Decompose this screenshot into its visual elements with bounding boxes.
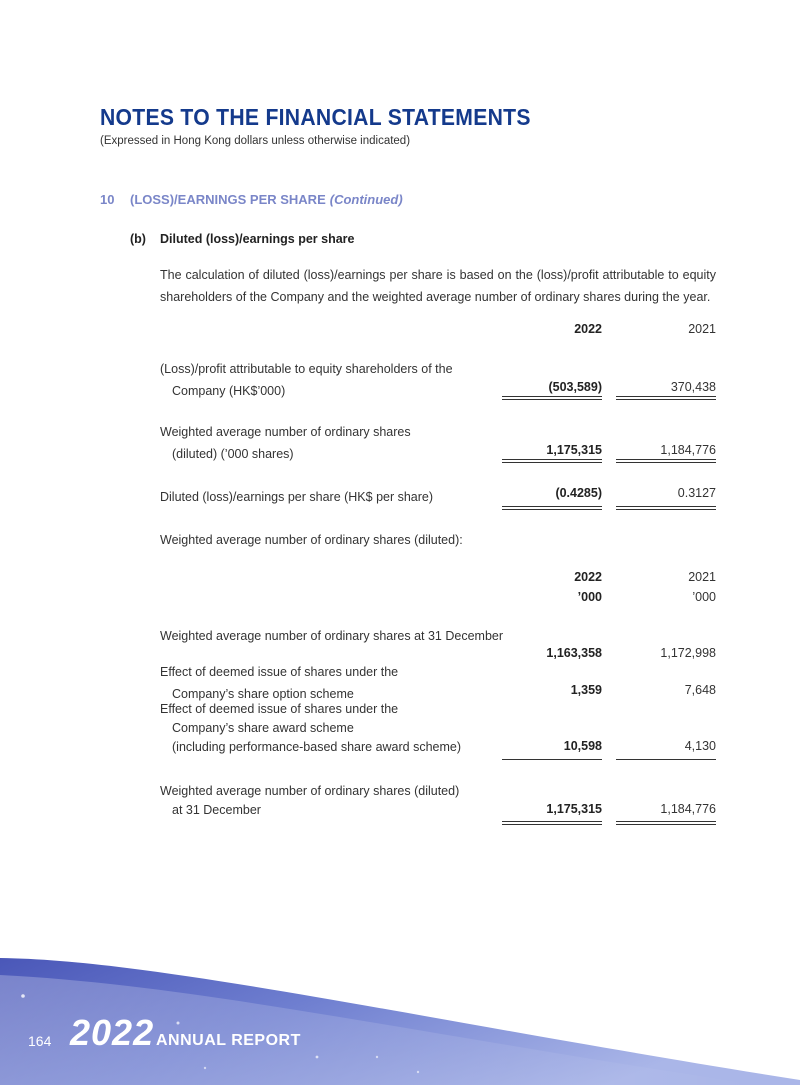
table1-row3-double-rule: [502, 509, 602, 510]
footer-report-title: ANNUAL REPORT: [156, 1032, 301, 1049]
table1-row3-value-2021: 0.3127: [677, 486, 716, 500]
table2-header-2022: 2022: [574, 570, 602, 584]
table1-row2-label-line2: (diluted) (’000 shares): [172, 447, 294, 461]
table1-row3-label: Diluted (loss)/earnings per share (HK$ per share): [160, 490, 434, 504]
table1-row3-double-rule: [502, 506, 602, 507]
table1-row2-double-rule: [502, 459, 602, 460]
table2-row2-value-2022: 1,359: [570, 683, 602, 697]
table2-row4-label-line1: Weighted average number of ordinary shares (diluted): [160, 784, 460, 798]
table2-row2-value-2021: 7,648: [684, 683, 716, 697]
section-continued: (Continued): [329, 192, 403, 207]
table1-row3-double-rule: [616, 506, 716, 507]
table1-row3-double-rule: [616, 509, 716, 510]
table1-row2-double-rule: [502, 462, 602, 463]
subsection-paragraph: The calculation of diluted (loss)/earnings per share is based on the (loss)/profit attributable to equity shareholders of the Company and the weighted average number of ordinary shares during the year.: [160, 268, 716, 304]
table1-row2-double-rule: [616, 459, 716, 460]
table1-row1-label-line2: Company (HK$’000): [172, 384, 286, 398]
page-subtitle: (Expressed in Hong Kong dollars unless otherwise indicated): [100, 135, 411, 147]
table1-row1-value-2021: 370,438: [670, 380, 716, 394]
table1-row3-value-2022: (0.4285): [555, 486, 602, 500]
subsection-letter: (b): [130, 232, 146, 246]
table2-row2-label-line1: Effect of deemed issue of shares under the: [160, 665, 399, 679]
table2-heading: Weighted average number of ordinary shares (diluted):: [160, 533, 463, 547]
table2-row2-label-line2: Company’s share option scheme: [172, 687, 354, 701]
section-number: 10: [100, 192, 115, 207]
footer-band: [0, 930, 800, 1085]
section-title-text: (LOSS)/EARNINGS PER SHARE: [130, 192, 326, 207]
table2-header-2021: 2021: [688, 570, 716, 584]
table1-row2-double-rule: [616, 462, 716, 463]
table2-row4-label-line2: at 31 December: [172, 803, 261, 817]
table1-row2-value-2021: 1,184,776: [660, 443, 716, 457]
table2-row3-label-line3: (including performance-based share award scheme): [172, 740, 462, 754]
table2-total-double-rule: [616, 821, 716, 822]
table2-total-double-rule: [502, 821, 602, 822]
page-number: 164: [28, 1033, 52, 1049]
table1-row2-value-2022: 1,175,315: [546, 443, 602, 457]
table1-header-2021: 2021: [688, 322, 716, 336]
table2-row3-label-line1: Effect of deemed issue of shares under the: [160, 702, 399, 716]
table1-header-2022: 2022: [574, 322, 602, 336]
table2-row1-value-2021: 1,172,998: [660, 646, 716, 660]
table1-row1-double-rule: [616, 396, 716, 397]
table1-row1-label-line1: (Loss)/profit attributable to equity shareholders of the: [160, 362, 453, 376]
table2-subtotal-rule: [616, 759, 716, 760]
table2-unit-2021: ’000: [692, 590, 716, 604]
table1-row1-double-rule: [502, 396, 602, 397]
table1-row2-label-line1: Weighted average number of ordinary shares: [160, 425, 411, 439]
table2-total-double-rule: [502, 824, 602, 825]
section-title: [130, 192, 403, 207]
subsection-title: Diluted (loss)/earnings per share: [160, 232, 355, 246]
table1-row1-double-rule: [502, 399, 602, 400]
table2-subtotal-rule: [502, 759, 602, 760]
table2-row3-label-line2: Company’s share award scheme: [172, 721, 354, 735]
table2-row3-value-2022: 10,598: [563, 739, 602, 753]
table1-row1-double-rule: [616, 399, 716, 400]
table2-row3-value-2021: 4,130: [684, 739, 716, 753]
table2-unit-2022: ’000: [577, 590, 602, 604]
table2-row4-value-2021: 1,184,776: [660, 802, 716, 816]
table2-row1-label: Weighted average number of ordinary shares at 31 December: [160, 629, 504, 643]
footer-year: 2022: [70, 1012, 155, 1053]
table1-row1-value-2022: (503,589): [548, 380, 602, 394]
table2-row1-value-2022: 1,163,358: [546, 646, 602, 660]
page-title: NOTES TO THE FINANCIAL STATEMENTS: [100, 104, 531, 130]
table2-row4-value-2022: 1,175,315: [546, 802, 602, 816]
table2-total-double-rule: [616, 824, 716, 825]
